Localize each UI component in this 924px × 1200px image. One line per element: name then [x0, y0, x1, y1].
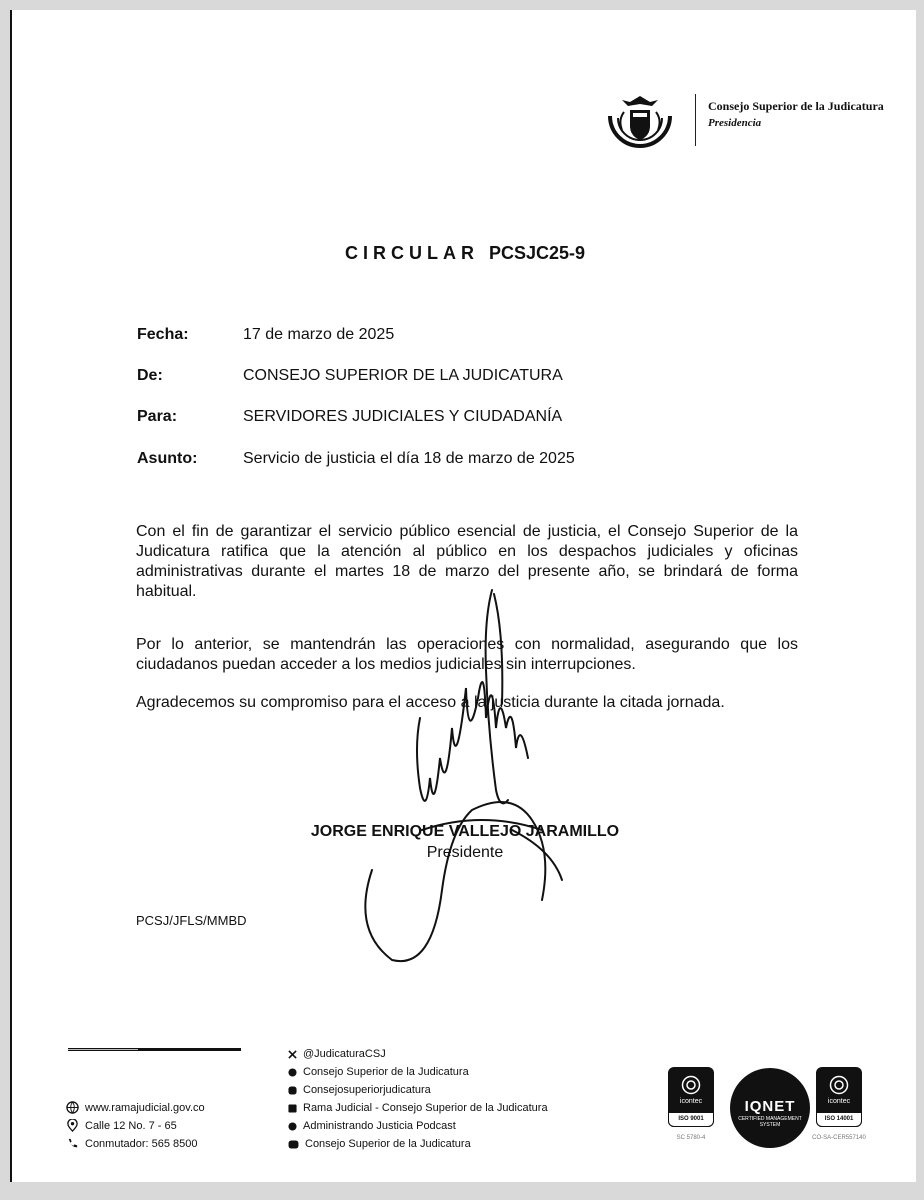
- footer-contact-address-text: Calle 12 No. 7 - 65: [85, 1119, 177, 1132]
- iqnet-subtitle: CERTIFIED MANAGEMENT SYSTEM: [738, 1116, 802, 1128]
- footer-social-youtube: [288, 1138, 471, 1150]
- iso9001-label: ISO 9001: [668, 1112, 714, 1127]
- reference-code: PCSJ/JFLS/MMBD: [136, 913, 247, 928]
- footer-contact-phone: [66, 1137, 198, 1150]
- globe-icon: [66, 1101, 79, 1114]
- body-paragraph-2: Por lo anterior, se mantendrán las operaciones con normalidad, asegurando que los ciudadanos puedan acceder a los medios judiciales sin interrupciones.: [136, 636, 798, 673]
- field-label-fecha: Fecha:: [137, 326, 189, 343]
- field-value-fecha: 17 de marzo de 2025: [243, 326, 395, 343]
- header-organization: Consejo Superior de la Judicatura: [708, 99, 884, 113]
- field-label-para: Para:: [137, 408, 178, 425]
- field-value-de: CONSEJO SUPERIOR DE LA JUDICATURA: [243, 367, 563, 384]
- footer-social-linkedin-text: Rama Judicial - Consejo Superior de la Judicatura: [303, 1102, 548, 1114]
- iso9001-code: SC 5780-4: [676, 1135, 706, 1141]
- facebook-icon: [288, 1068, 297, 1077]
- footer-contact-web-text: www.ramajudicial.gov.co: [85, 1101, 205, 1114]
- iso14001-code: CO-SA-CER557140: [812, 1135, 866, 1141]
- x-icon: [288, 1050, 297, 1059]
- coat-of-arms-logo: [602, 88, 678, 162]
- icontec-brand-text-2: icontec: [827, 1098, 851, 1105]
- field-label-de: De:: [137, 367, 163, 384]
- iqnet-brand-text: IQNET: [744, 1098, 796, 1115]
- footer-bar-accent: [68, 1049, 138, 1050]
- header-office: Presidencia: [708, 117, 762, 129]
- iso14001-label: ISO 14001: [816, 1112, 862, 1127]
- footer-social-x: [288, 1048, 386, 1060]
- icontec-brand-text: icontec: [679, 1098, 703, 1105]
- footer-contact-phone-text: Conmutador: 565 8500: [85, 1137, 198, 1150]
- icontec-logo-icon: [681, 1075, 701, 1095]
- footer-contact-web: [66, 1101, 205, 1114]
- spotify-icon: [288, 1122, 297, 1131]
- footer-social-x-text: @JudicaturaCSJ: [303, 1048, 386, 1060]
- footer-social-instagram-text: Consejosuperiorjudicatura: [303, 1084, 431, 1096]
- footer-contact-address: [66, 1119, 177, 1132]
- body-paragraph-1: Con el fin de garantizar el servicio público esencial de justicia, el Consejo Superior de la Judicatura ratifica que la atención al público en los despachos judiciales y oficinas administrativas durante el martes 18 de marzo del presente año, se brindará de forma habitual.: [136, 523, 798, 600]
- phone-icon: [66, 1137, 79, 1150]
- footer-social-spotify-text: Administrando Justicia Podcast: [303, 1120, 456, 1132]
- header-divider: [695, 94, 696, 146]
- location-pin-icon: [66, 1119, 79, 1132]
- field-value-para: SERVIDORES JUDICIALES Y CIUDADANÍA: [243, 408, 563, 425]
- document-title: [12, 243, 918, 264]
- footer-social-facebook: [288, 1066, 469, 1078]
- signer-name: JORGE ENRIQUE VALLEJO JARAMILLO: [310, 823, 620, 840]
- footer-social-instagram: [288, 1084, 431, 1096]
- field-label-asunto: Asunto:: [137, 450, 198, 467]
- handwritten-signature: [342, 570, 602, 970]
- icontec-iso9001-badge: [668, 1067, 714, 1127]
- footer-social-youtube-text: Consejo Superior de la Judicatura: [305, 1138, 471, 1150]
- signer-role: Presidente: [426, 844, 504, 861]
- linkedin-icon: [288, 1104, 297, 1113]
- field-value-asunto: Servicio de justicia el día 18 de marzo de 2025: [243, 450, 575, 467]
- icontec-logo-icon: [829, 1075, 849, 1095]
- body-paragraph-3: Agradecemos su compromiso para el acceso a la justicia durante la citada jornada.: [136, 694, 725, 711]
- title-word: CIRCULAR: [344, 243, 479, 263]
- footer-social-spotify: [288, 1120, 456, 1132]
- instagram-icon: [288, 1086, 297, 1095]
- youtube-icon: [288, 1140, 299, 1149]
- iqnet-badge: [730, 1068, 810, 1148]
- footer-social-linkedin: [288, 1102, 548, 1114]
- footer-social-facebook-text: Consejo Superior de la Judicatura: [303, 1066, 469, 1078]
- document-page: [10, 10, 916, 1182]
- title-code: PCSJC25-9: [488, 243, 586, 263]
- icontec-iso14001-badge: [816, 1067, 862, 1127]
